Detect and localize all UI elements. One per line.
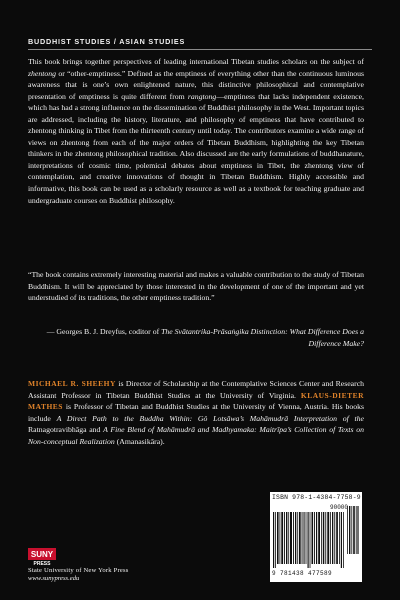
isbn-label: ISBN 978-1-4384-7758-9 xyxy=(272,494,361,501)
author-book-1: A Direct Path to the Buddha Within: Gö Lotsāwa’s Mahāmudrā Interpretation of the xyxy=(56,413,364,423)
series-category: BUDDHIST STUDIES / ASIAN STUDIES xyxy=(28,37,186,46)
svg-text:PRESS: PRESS xyxy=(33,561,51,566)
description-blurb xyxy=(28,56,364,206)
author-book-1-sanskrit: Ratnagotravibhāga xyxy=(28,425,87,435)
barcode-icon xyxy=(273,506,359,568)
suny-press-logo xyxy=(28,548,56,566)
svg-text:SUNY: SUNY xyxy=(30,550,54,559)
author-book-2: A Fine Blend of Mahāmudrā and Madhyamaka: Maitrīpa’s Collection of Texts on Non-conceptual Realization xyxy=(28,425,364,446)
attribution-book-title: The Svātantrika-Prāsaṅgika Distinction: What Difference Does a Difference Make? xyxy=(161,327,364,348)
endorsement-attribution xyxy=(44,326,364,349)
author-name-1: MICHAEL R. SHEEHY xyxy=(28,379,116,388)
publisher-website: www.sunypress.edu xyxy=(28,575,80,582)
author-bio-2: is Professor of Tibetan and Buddhist Studies at the University of Vienna, Austria. His books include xyxy=(28,402,364,423)
author-bio-end: (Amanasikāra). xyxy=(114,436,165,446)
blurb-text-1: This book brings together perspectives of leading international Tibetan studies scholars on the subject of xyxy=(28,57,364,66)
price-code: 90000 xyxy=(330,504,349,511)
barcode-digits: 9 781438 477589 xyxy=(272,570,333,577)
author-bio-conjunction: and xyxy=(86,425,104,435)
blurb-term-zhentong: zhentong xyxy=(28,68,56,78)
attribution-prefix: — Georges B. J. Dreyfus, coditor of xyxy=(46,327,162,336)
author-name-2: KLAUS-DIETER MATHES xyxy=(28,390,364,412)
blurb-term-rangtong: rangtong xyxy=(187,91,217,101)
author-bio-1: is Director of Scholarship at the Contemplative Sciences Center and Research Assistant Professor in Tibetan Buddhist Studies at the University of Virginia. xyxy=(28,379,365,400)
publisher-name: State University of New York Press xyxy=(28,567,129,574)
blurb-text-2: or “other-emptiness.” Defined as the emptiness of everything other than the continuous luminous awareness that is one’s own enlightened nature, this distinctive philosophical and contemplative presentation of emptiness is quite different from xyxy=(28,68,364,101)
endorsement-quote: “The book contains extremely interesting material and makes a valuable contribution to the study of Tibetan Buddhism. It will be appreciated by those interested in the development of one of the important and yet understudied of its traditions, the other emptiness tradition.” xyxy=(28,270,364,303)
author-bios xyxy=(28,378,364,447)
blurb-text-3: —emptiness that lacks independent existence, which has had a strong influence on the dissemination of Buddhist philosophy in the West. Important topics are addressed, including the history, literature, and philosophy of emptiness that have contributed to zhentong thinking in Tibet from the thirteenth century until today. The contributors examine a wide range of views on zhentong from each of the major orders of Tibetan Buddhism, highlighting the key Tibetan thinkers in the zhentong philosophical tradition. Also discussed are the early formulations of buddhanature, interpretations of cosmic time, polemical debates about emptiness in Tibet, the zhentong view of contemplation, and creative innovations of thought in Tibetan Buddhism. Highly accessible and informative, this book can be used as a scholarly resource as well as a textbook for teaching graduate and undergraduate courses on Buddhist philosophy. xyxy=(28,91,364,205)
divider xyxy=(28,49,372,50)
